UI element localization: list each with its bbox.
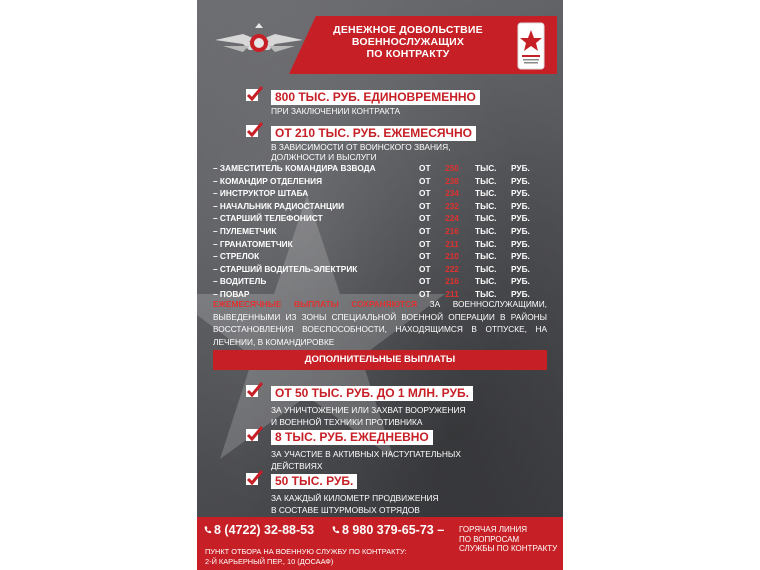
position-name: – СТРЕЛОК [213,251,260,262]
position-name: – ПОВАР [213,288,250,299]
benefit-description [271,106,480,116]
recruitment-poster [197,0,563,570]
phone-number-text: 8 980 379-65-73 – [342,523,445,537]
table-row [213,200,543,213]
benefit-headline: 800 ТЫС. РУБ. ЕДИНОВРЕМЕННО [271,90,480,105]
recruitment-address [205,547,407,566]
page-title [313,24,503,60]
extra-payment-description-line: ЗА КАЖДЫЙ КИЛОМЕТР ПРОДВИЖЕНИЯ [271,493,439,503]
phone-number-primary[interactable] [203,523,314,537]
table-row [213,238,543,251]
from-label: ОТ [419,225,431,236]
benefit-headline: ОТ 210 ТЫС. РУБ. ЕЖЕМЕСЯЧНО [271,126,476,141]
hotline-line: ПО ВОПРОСАМ [459,534,520,544]
extra-payment-description-line: В СОСТАВЕ ШТУРМОВЫХ ОТРЯДОВ [271,505,420,515]
currency-label: РУБ. [511,163,530,173]
checkbox-checked-icon [245,470,263,486]
position-name: – ГРАНАТОМЕТЧИК [213,238,293,249]
checkbox-checked-icon [245,382,263,398]
position-name: – СТАРШИЙ ВОДИТЕЛЬ-ЭЛЕКТРИК [213,263,358,274]
salary-amount: 238 [445,175,459,186]
from-label: ОТ [419,175,431,186]
thousand-label: ТЫС. [475,213,497,224]
address-line: 2-Й КАРЬЕРНЫЙ ПЕР., 10 (ДОСААФ) [205,556,334,566]
table-row [213,187,543,200]
currency-label: РУБ. [511,213,530,224]
benefit-monthly [245,122,476,162]
currency-label: РУБ. [511,276,530,287]
currency-label: РУБ. [511,200,530,211]
position-name: – КОМАНДИР ОТДЕЛЕНИЯ [213,175,323,186]
salary-table [213,162,543,301]
extra-payment-headline: 8 ТЫС. РУБ. ЕЖЕДНЕВНО [271,430,433,445]
thousand-label: ТЫС. [475,188,497,199]
phone-number-text: 8 (4722) 32-88-53 [214,523,315,537]
currency-label: РУБ. [511,263,530,274]
from-label: ОТ [419,276,431,287]
currency-label: РУБ. [511,225,530,236]
thousand-label: ТЫС. [475,238,497,249]
table-row [213,162,543,175]
checkbox-checked-icon [245,86,263,102]
extra-payment-headline: 50 ТЫС. РУБ. [271,474,357,489]
thousand-label: ТЫС. [475,276,497,287]
from-label: ОТ [419,251,431,262]
hotline-line: СЛУЖБЫ ПО КОНТРАКТУ [459,544,558,553]
from-label: ОТ [419,188,431,199]
position-name: – ВОДИТЕЛЬ [213,276,267,287]
position-name: – НАЧАЛЬНИК РАДИОСТАНЦИИ [213,200,345,211]
salary-amount: 224 [445,213,459,224]
phone-icon [203,525,212,535]
checkbox-checked-icon [245,122,263,138]
from-label: ОТ [419,200,431,211]
hotline-line: ГОРЯЧАЯ ЛИНИЯ [459,525,528,534]
thousand-label: ТЫС. [475,263,497,274]
title-line: ДЕНЕЖНОЕ ДОВОЛЬСТВИЕ [333,24,483,36]
thousand-label: ТЫС. [475,163,497,173]
table-row [213,212,543,225]
from-label: ОТ [419,288,431,299]
salary-amount: 250 [445,163,459,173]
position-name: – СТАРШИЙ ТЕЛЕФОНИСТ [213,213,323,224]
position-name: – ИНСТРУКТОР ШТАБА [213,188,309,199]
currency-label: РУБ. [511,238,530,249]
salary-amount: 222 [445,263,459,274]
hotline-label [459,525,557,554]
thousand-label: ТЫС. [475,200,497,211]
benefit-description-line: ПРИ ЗАКЛЮЧЕНИИ КОНТРАКТА [271,106,401,116]
currency-label: РУБ. [511,188,530,199]
double-headed-eagle-emblem-icon [213,20,305,64]
from-label: ОТ [419,238,431,249]
salary-amount: 211 [445,238,459,249]
address-line: ПУНКТ ОТБОРА НА ВОЕННУЮ СЛУЖБУ ПО КОНТРАКТУ: [205,547,407,556]
extra-payment-description-line: ДЕЙСТВИЯХ [271,461,323,471]
table-row [213,275,543,288]
position-name: – ПУЛЕМЕТЧИК [213,225,277,236]
extra-payment-headline: ОТ 50 ТЫС. РУБ. ДО 1 МЛН. РУБ. [271,386,473,401]
phone-icon [331,525,340,535]
extra-payment-description-line: ЗА УНИЧТОЖЕНИЕ ИЛИ ЗАХВАТ ВООРУЖЕНИЯ [271,405,466,415]
extra-payment-item [245,426,461,472]
payments-retained-note [213,298,547,348]
checkbox-checked-icon [245,426,263,442]
benefit-description-line: ДОЛЖНОСТИ И ВЫСЛУГИ [271,152,377,162]
table-row [213,225,543,238]
extra-payment-description-line: И ВОЕННОЙ ТЕХНИКИ ПРОТИВНИКА [271,417,423,427]
extra-payment-item [245,470,439,516]
salary-amount: 216 [445,225,459,236]
benefit-description-line: В ЗАВИСИМОСТИ ОТ ВОИНСКОГО ЗВАНИЯ, [271,142,451,152]
salary-amount: 210 [445,251,459,262]
benefit-one-time [245,86,480,116]
table-row [213,175,543,188]
poster-header [203,10,557,74]
from-label: ОТ [419,213,431,224]
position-name: – ЗАМЕСТИТЕЛЬ КОМАНДИРА ВЗВОДА [213,163,376,173]
extra-payment-description [271,492,439,516]
extra-payment-description-line: ЗА УЧАСТИЕ В АКТИВНЫХ НАСТУПАТЕЛЬНЫХ [271,449,461,459]
additional-payments-heading: ДОПОЛНИТЕЛЬНЫЕ ВЫПЛАТЫ [213,350,547,370]
currency-label: РУБ. [511,251,530,262]
phone-number-secondary[interactable] [331,523,444,537]
salary-amount: 216 [445,276,459,287]
extra-payment-item [245,382,473,428]
salary-amount: 234 [445,188,459,199]
from-label: ОТ [419,163,431,173]
salary-amount: 232 [445,200,459,211]
salary-amount: 211 [445,288,459,299]
table-row [213,250,543,263]
note-highlight: ЕЖЕМЕСЯЧНЫЕ ВЫПЛАТЫ СОХРАНЯЮТСЯ [213,299,417,309]
from-label: ОТ [419,263,431,274]
thousand-label: ТЫС. [475,225,497,236]
title-line: ПО КОНТРАКТУ [366,48,450,60]
benefit-description [271,142,476,162]
extra-payment-description [271,448,461,472]
note-text: ЗА ВОЕННОСЛУЖАЩИМИ, ВЫВЕДЕННЫМИ ИЗ ЗОНЫ СПЕЦИАЛЬНОЙ ВОЕННОЙ ОПЕРАЦИИ В РАЙОНЫ ВОССТАНОВЛЕНИЯ ВОЕСПОСОБНОСТИ, НАХОДЯЩИМСЯ В ОТПУСКЕ, НА ЛЕЧЕНИИ, В КОМАНДИРОВКЕ [213,299,547,347]
thousand-label: ТЫС. [475,251,497,262]
currency-label: РУБ. [511,175,530,186]
thousand-label: ТЫС. [475,288,497,299]
table-row [213,263,543,276]
extra-payment-description [271,404,473,428]
contact-footer [197,517,563,570]
currency-label: РУБ. [511,288,530,299]
thousand-label: ТЫС. [475,175,497,186]
title-line: ВОЕННОСЛУЖАЩИХ [351,36,465,48]
contract-service-star-badge-icon [517,22,545,70]
